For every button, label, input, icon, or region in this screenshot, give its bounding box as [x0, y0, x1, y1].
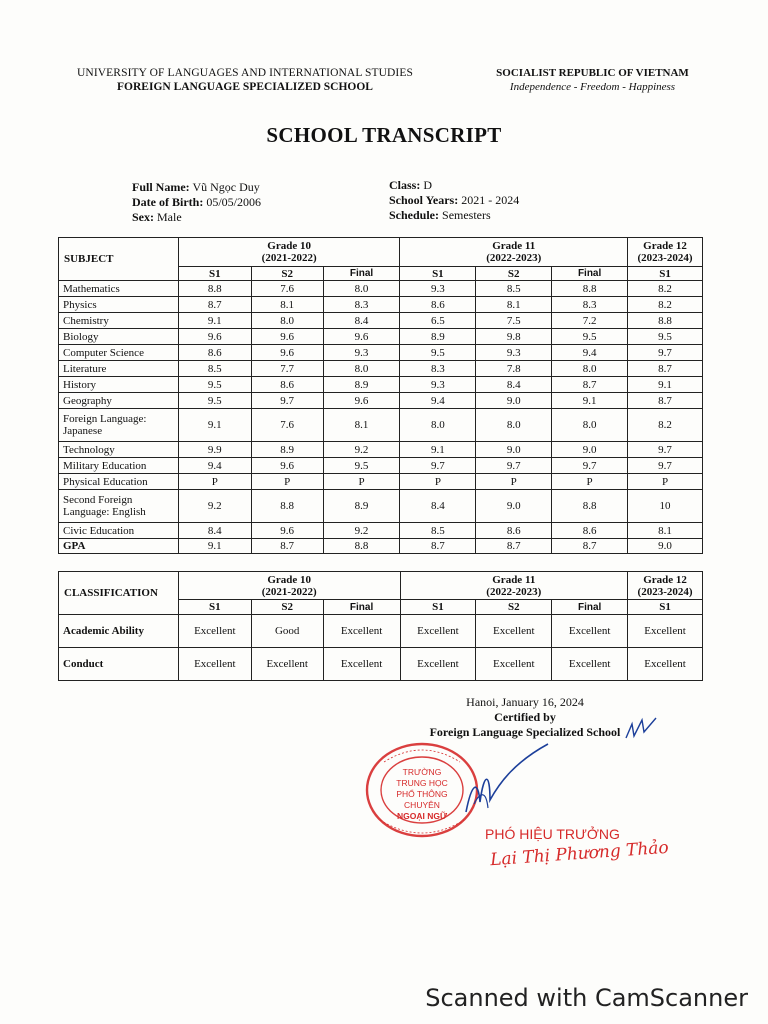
score-cell: 8.0 — [400, 409, 476, 442]
score-cell: 8.1 — [476, 297, 552, 313]
g10-s1-header: S1 — [178, 267, 251, 281]
svg-text:TRUNG HỌC: TRUNG HỌC — [396, 778, 448, 788]
subject-name: Geography — [59, 393, 179, 409]
score-cell: 9.7 — [628, 345, 703, 361]
student-name: Vũ Ngọc Duy — [192, 180, 260, 194]
subject-name: Literature — [59, 361, 179, 377]
table-row — [59, 297, 703, 313]
g11-s2-header: S2 — [476, 267, 552, 281]
header-right — [470, 66, 715, 94]
score-cell: 7.6 — [251, 281, 323, 297]
c-g11-s2-header: S2 — [476, 600, 552, 615]
svg-text:PHỔ THÔNG: PHỔ THÔNG — [396, 789, 448, 799]
g10-s2-header: S2 — [251, 267, 323, 281]
c-g11-final-header: Final — [552, 600, 628, 615]
score-cell: 8.6 — [476, 523, 552, 539]
score-cell: 8.8 — [552, 490, 628, 523]
grade11-header — [400, 238, 628, 267]
score-cell: 8.3 — [323, 297, 400, 313]
score-cell: 8.4 — [178, 523, 251, 539]
score-cell: 9.4 — [552, 345, 628, 361]
subject-name: Second Foreign Language: English — [59, 490, 179, 523]
score-cell: 9.4 — [178, 458, 251, 474]
score-cell: 9.9 — [178, 442, 251, 458]
score-cell: 9.2 — [323, 442, 400, 458]
score-cell: 8.0 — [552, 361, 628, 377]
score-cell: 8.1 — [628, 523, 703, 539]
score-cell: 8.9 — [323, 377, 400, 393]
score-cell: 9.5 — [323, 458, 400, 474]
score-cell: 9.3 — [476, 345, 552, 361]
page-title: SCHOOL TRANSCRIPT — [266, 123, 502, 147]
score-cell: 9.6 — [323, 329, 400, 345]
classification-cell: Excellent — [323, 615, 400, 648]
g12-s1-header: S1 — [628, 267, 703, 281]
score-cell: 9.4 — [400, 393, 476, 409]
score-cell: 8.9 — [251, 442, 323, 458]
score-cell: 8.8 — [251, 490, 323, 523]
score-cell: 6.5 — [400, 313, 476, 329]
gpa-label: GPA — [59, 539, 179, 554]
classification-cell: Excellent — [400, 615, 476, 648]
years-label: School Years: — [389, 193, 459, 207]
c-grade10-years: (2021-2022) — [261, 585, 317, 598]
classification-label: Conduct — [59, 648, 179, 681]
score-cell: 8.0 — [323, 361, 400, 377]
score-cell: 8.8 — [628, 313, 703, 329]
table-row — [59, 345, 703, 361]
score-cell: 7.7 — [251, 361, 323, 377]
score-cell: 9.7 — [400, 458, 476, 474]
classification-cell: Excellent — [400, 648, 476, 681]
signer-name: Lại Thị Phương Thảo — [489, 837, 670, 871]
score-cell: 8.4 — [476, 377, 552, 393]
score-cell: 8.7 — [552, 377, 628, 393]
c-grade10-title: Grade 10 — [267, 573, 312, 586]
score-cell: 9.6 — [251, 345, 323, 361]
subject-header: SUBJECT — [59, 238, 179, 281]
dob-label: Date of Birth: — [132, 195, 204, 209]
score-cell: 9.0 — [476, 490, 552, 523]
country-motto: Independence - Freedom - Happiness — [509, 81, 676, 93]
classification-cell: Excellent — [552, 615, 628, 648]
subject-name: Chemistry — [59, 313, 179, 329]
university-name: UNIVERSITY OF LANGUAGES AND INTERNATIONAL STUDIES — [77, 67, 413, 79]
header-left — [40, 66, 450, 94]
grade12-years: (2023-2024) — [637, 252, 693, 264]
subject-name: Foreign Language: Japanese — [59, 409, 179, 442]
score-cell: 9.0 — [476, 442, 552, 458]
classification-cell: Excellent — [323, 648, 400, 681]
g11-final-header: Final — [552, 267, 628, 281]
score-cell: 9.2 — [323, 523, 400, 539]
gpa-row — [59, 539, 703, 554]
score-cell: 9.7 — [251, 393, 323, 409]
grade10-years: (2021-2022) — [261, 252, 317, 264]
table-row — [59, 377, 703, 393]
subject-name: Military Education — [59, 458, 179, 474]
gpa-cell: 9.0 — [628, 539, 703, 554]
subject-name: Physical Education — [59, 474, 179, 490]
student-sex: Male — [157, 210, 182, 224]
score-cell: 8.5 — [476, 281, 552, 297]
grade11-years: (2022-2023) — [486, 252, 542, 264]
score-cell: 8.7 — [628, 361, 703, 377]
classification-row — [59, 648, 703, 681]
table-row — [59, 329, 703, 345]
score-cell: P — [251, 474, 323, 490]
place-date: Hanoi, January 16, 2024 — [466, 695, 584, 709]
score-cell: 8.2 — [628, 281, 703, 297]
score-cell: 8.0 — [476, 409, 552, 442]
score-cell: 9.3 — [323, 345, 400, 361]
score-cell: 8.4 — [323, 313, 400, 329]
subject-name: Mathematics — [59, 281, 179, 297]
score-cell: P — [323, 474, 400, 490]
table-row — [59, 361, 703, 377]
score-cell: 9.1 — [400, 442, 476, 458]
c-grade10-header — [178, 572, 400, 600]
classification-cell: Excellent — [552, 648, 628, 681]
score-cell: 9.6 — [323, 393, 400, 409]
score-cell: 8.3 — [552, 297, 628, 313]
subject-name: Technology — [59, 442, 179, 458]
score-cell: P — [552, 474, 628, 490]
score-cell: 9.7 — [628, 442, 703, 458]
svg-text:CHUYÊN: CHUYÊN — [404, 800, 440, 810]
certifying-school: Foreign Language Specialized School — [429, 725, 621, 739]
table-row — [59, 393, 703, 409]
score-cell: 9.7 — [476, 458, 552, 474]
classification-cell: Good — [251, 615, 323, 648]
c-grade12-header — [628, 572, 703, 600]
score-cell: 9.5 — [178, 393, 251, 409]
score-cell: 9.2 — [178, 490, 251, 523]
g11-s1-header: S1 — [400, 267, 476, 281]
grade10-title: Grade 10 — [267, 240, 311, 252]
table-row — [59, 523, 703, 539]
score-cell: 9.5 — [628, 329, 703, 345]
c-grade11-title: Grade 11 — [492, 573, 536, 586]
classification-cell: Excellent — [628, 648, 703, 681]
gpa-cell: 8.7 — [400, 539, 476, 554]
signature — [460, 742, 555, 822]
score-cell: 9.0 — [476, 393, 552, 409]
initial-mark — [622, 714, 662, 744]
certified-by: Certified by — [494, 710, 556, 724]
c-grade12-title: Grade 12 — [643, 573, 687, 586]
gpa-cell: 9.1 — [178, 539, 251, 554]
classification-cell: Excellent — [628, 615, 703, 648]
score-cell: 8.3 — [400, 361, 476, 377]
table-row — [59, 490, 703, 523]
student-schedule: Semesters — [442, 208, 491, 222]
score-cell: 9.1 — [178, 313, 251, 329]
score-cell: 9.7 — [552, 458, 628, 474]
score-cell: 9.1 — [178, 409, 251, 442]
score-cell: 9.6 — [178, 329, 251, 345]
score-cell: P — [628, 474, 703, 490]
schedule-label: Schedule: — [389, 208, 440, 222]
classification-table — [58, 571, 703, 681]
score-cell: 9.3 — [400, 377, 476, 393]
score-cell: 8.6 — [178, 345, 251, 361]
subject-name: History — [59, 377, 179, 393]
score-cell: 8.8 — [178, 281, 251, 297]
gpa-cell: 8.8 — [323, 539, 400, 554]
score-cell: 7.6 — [251, 409, 323, 442]
score-cell: 7.2 — [552, 313, 628, 329]
student-dob: 05/05/2006 — [206, 195, 261, 209]
subject-name: Physics — [59, 297, 179, 313]
subject-name: Computer Science — [59, 345, 179, 361]
score-cell: 9.8 — [476, 329, 552, 345]
grade12-header — [628, 238, 703, 267]
score-cell: 8.5 — [400, 523, 476, 539]
score-cell: 8.0 — [323, 281, 400, 297]
student-class: D — [423, 178, 433, 192]
school-name: FOREIGN LANGUAGE SPECIALIZED SCHOOL — [117, 81, 373, 93]
gpa-cell: 8.7 — [552, 539, 628, 554]
c-g10-s1-header: S1 — [178, 600, 251, 615]
score-cell: 9.5 — [178, 377, 251, 393]
g10-final-header: Final — [323, 267, 400, 281]
gpa-cell: 8.7 — [476, 539, 552, 554]
score-cell: 9.5 — [552, 329, 628, 345]
c-grade11-years: (2022-2023) — [486, 585, 542, 598]
svg-text:NGOẠI NGỮ: NGOẠI NGỮ — [396, 811, 448, 821]
grade10-header — [178, 238, 400, 267]
c-g11-s1-header: S1 — [400, 600, 476, 615]
score-cell: 9.5 — [400, 345, 476, 361]
score-cell: 9.1 — [552, 393, 628, 409]
table-row — [59, 409, 703, 442]
score-cell: P — [476, 474, 552, 490]
student-info-left — [132, 180, 261, 225]
score-cell: 8.0 — [552, 409, 628, 442]
score-cell: 9.1 — [628, 377, 703, 393]
score-cell: 10 — [628, 490, 703, 523]
score-cell: 8.6 — [552, 523, 628, 539]
student-years: 2021 - 2024 — [461, 193, 520, 207]
classification-cell: Excellent — [476, 615, 552, 648]
score-cell: 8.1 — [323, 409, 400, 442]
score-cell: 8.5 — [178, 361, 251, 377]
classification-cell: Excellent — [476, 648, 552, 681]
classification-cell: Excellent — [178, 615, 251, 648]
grades-table — [58, 237, 703, 554]
score-cell: 8.4 — [400, 490, 476, 523]
score-cell: 9.6 — [251, 523, 323, 539]
score-cell: 8.1 — [251, 297, 323, 313]
c-g10-final-header: Final — [323, 600, 400, 615]
score-cell: 8.0 — [251, 313, 323, 329]
score-cell: 7.5 — [476, 313, 552, 329]
score-cell: 8.2 — [628, 297, 703, 313]
table-row — [59, 458, 703, 474]
score-cell: P — [400, 474, 476, 490]
score-cell: 9.3 — [400, 281, 476, 297]
classification-row — [59, 615, 703, 648]
score-cell: 8.7 — [178, 297, 251, 313]
grade11-title: Grade 11 — [492, 240, 536, 252]
student-info-right — [389, 178, 519, 223]
table-row — [59, 281, 703, 297]
score-cell: 7.8 — [476, 361, 552, 377]
c-g12-s1-header: S1 — [628, 600, 703, 615]
score-cell: 9.6 — [251, 458, 323, 474]
c-grade11-header — [400, 572, 628, 600]
score-cell: 9.0 — [552, 442, 628, 458]
score-cell: 9.6 — [251, 329, 323, 345]
c-g10-s2-header: S2 — [251, 600, 323, 615]
signer-role: PHÓ HIỆU TRƯỞNG — [485, 826, 620, 842]
score-cell: 8.9 — [323, 490, 400, 523]
class-label: Class: — [389, 178, 421, 192]
gpa-cell: 8.7 — [251, 539, 323, 554]
classification-cell: Excellent — [178, 648, 251, 681]
svg-text:TRƯỜNG: TRƯỜNG — [402, 767, 442, 777]
score-cell: 8.8 — [552, 281, 628, 297]
score-cell: 8.9 — [400, 329, 476, 345]
name-label: Full Name: — [132, 180, 190, 194]
scanner-watermark: Scanned with CamScanner — [425, 984, 748, 1012]
subject-name: Biology — [59, 329, 179, 345]
score-cell: 8.6 — [400, 297, 476, 313]
classification-header: CLASSIFICATION — [59, 572, 179, 615]
score-cell: 8.6 — [251, 377, 323, 393]
subject-name: Civic Education — [59, 523, 179, 539]
score-cell: 8.2 — [628, 409, 703, 442]
c-grade12-years: (2023-2024) — [637, 585, 693, 598]
table-row — [59, 313, 703, 329]
score-cell: 8.7 — [628, 393, 703, 409]
classification-cell: Excellent — [251, 648, 323, 681]
sex-label: Sex: — [132, 210, 154, 224]
score-cell: P — [178, 474, 251, 490]
table-row — [59, 474, 703, 490]
classification-label: Academic Ability — [59, 615, 179, 648]
score-cell: 9.7 — [628, 458, 703, 474]
country-name: SOCIALIST REPUBLIC OF VIETNAM — [496, 67, 689, 79]
table-row — [59, 442, 703, 458]
grade12-title: Grade 12 — [643, 240, 687, 252]
